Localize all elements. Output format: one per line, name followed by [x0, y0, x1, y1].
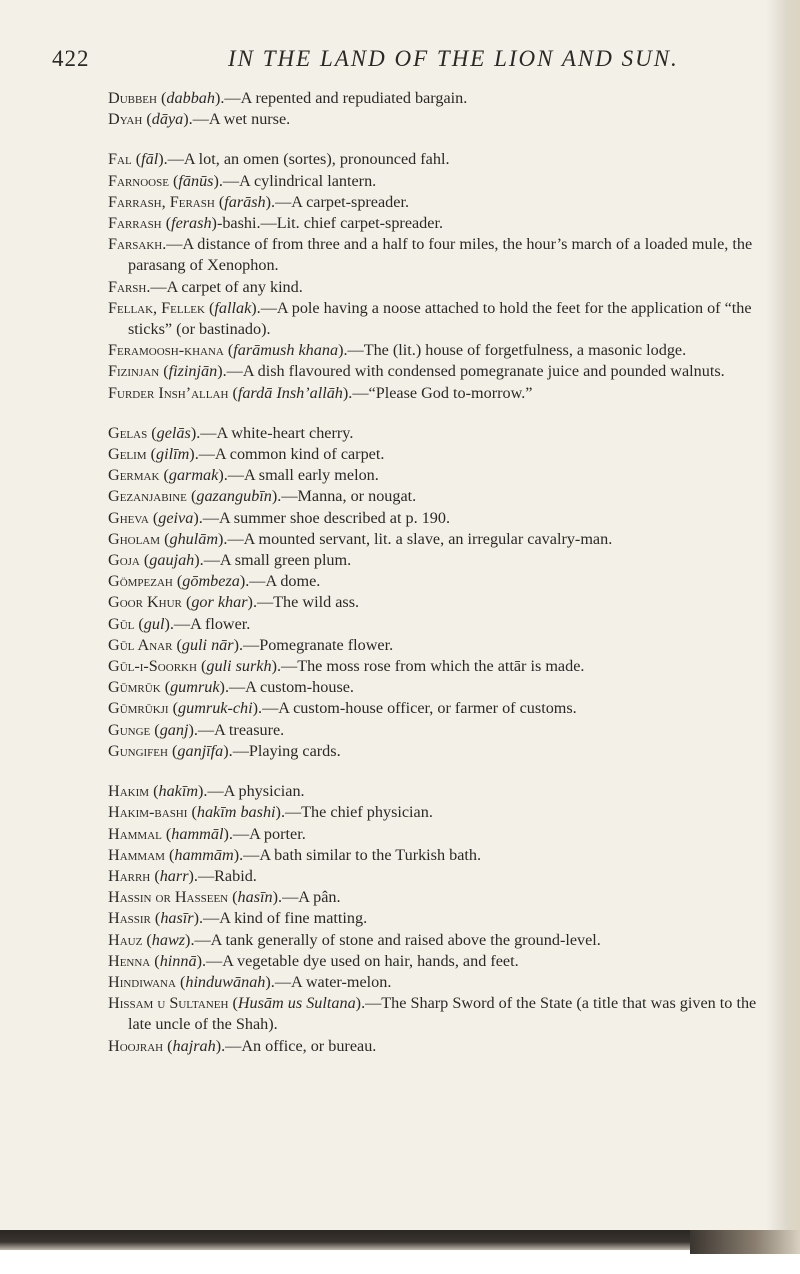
entry-headword: Gūl Anar: [108, 635, 173, 654]
glossary-entry: Fellak, Fellek (fallak).—A pole having a noose attached to hold the feet for the application of “the sticks” (or bastinado).: [108, 298, 752, 339]
glossary-entry: Hassir (hasīr).—A kind of fine matting.: [108, 909, 368, 928]
entry-transliteration: hakīm bashi: [196, 803, 276, 822]
entry-headword: Feramoosh-khana: [108, 341, 224, 360]
entry-definition: .—Playing cards.: [228, 741, 341, 760]
entry-headword: Gūl-i-Soorkh: [108, 657, 197, 676]
entry-definition: .—A wet nurse.: [188, 110, 291, 129]
entry-transliteration: gor khar: [191, 593, 248, 612]
entry-definition: .—A vegetable dye used on hair, hands, and feet.: [201, 951, 519, 970]
glossary-entry: Hoojrah (hajrah).—An office, or bureau.: [108, 1036, 377, 1055]
glossary-entry: Gungifeh (ganjīfa).—Playing cards.: [108, 741, 341, 760]
glossary-group-g: [108, 423, 768, 762]
entry-transliteration: gilīm: [156, 445, 190, 464]
entry-headword: Fal: [108, 150, 132, 169]
entry-definition: .—A water-melon.: [270, 972, 392, 991]
entry-transliteration: guli surkh: [206, 657, 272, 676]
entry-definition: .—Manna, or nougat.: [277, 487, 417, 506]
entry-transliteration: guli nār: [181, 635, 234, 654]
glossary-entry: Gūmrūkji (gumruk-chi).—A custom-house officer, or farmer of customs.: [108, 699, 577, 718]
entry-transliteration: ganj: [159, 720, 189, 739]
entry-definition: .—A flower.: [169, 614, 251, 633]
entry-headword: Gholam: [108, 529, 161, 548]
entry-definition: .—Rabid.: [193, 866, 257, 885]
entry-definition: .—A white-heart cherry.: [196, 423, 354, 442]
glossary-entry: Furder Insh’allah (fardā Insh’allāh).—“Please God to-morrow.”: [108, 383, 533, 402]
glossary-entry: Farrash (ferash)-bashi.—Lit. chief carpet-spreader.: [108, 214, 444, 233]
entry-transliteration: garmak: [168, 466, 219, 485]
entry-definition: .—A distance of from three and a half to four miles, the hour’s march of a loaded mule, the parasang of Xenophon.: [128, 235, 753, 275]
running-title: IN THE LAND OF THE LION AND SUN.: [228, 46, 679, 71]
entry-headword: Hauz: [108, 930, 143, 949]
entry-transliteration: hawz: [151, 930, 186, 949]
entry-transliteration: fāl: [141, 150, 159, 169]
entry-transliteration: hinnā: [159, 951, 197, 970]
entry-definition: .—A treasure.: [193, 720, 285, 739]
glossary-entry: Hindiwana (hinduwānah).—A water-melon.: [108, 972, 392, 991]
entry-transliteration: hammām: [174, 845, 234, 864]
entry-definition: .—A mounted servant, lit. a slave, an irregular cavalry-man.: [223, 529, 613, 548]
entry-transliteration: gumruk-chi: [178, 699, 253, 718]
entry-definition: .—The (lit.) house of forgetfulness, a masonic lodge.: [343, 341, 687, 360]
entry-definition: .—A summer shoe described at p. 190.: [198, 508, 451, 527]
running-header: [52, 46, 752, 76]
entry-headword: Hakim: [108, 782, 150, 801]
entry-transliteration: fizinjān: [168, 362, 218, 381]
entry-transliteration: hasīn: [237, 888, 273, 907]
entry-definition: .—A carpet of any kind.: [146, 277, 303, 296]
glossary-body: [108, 88, 768, 1057]
entry-headword: Furder Insh’allah: [108, 383, 229, 402]
glossary-entry: Gunge (ganj).—A treasure.: [108, 720, 285, 739]
glossary-entry: Gūl (gul).—A flower.: [108, 614, 251, 633]
glossary-group-d: [108, 88, 768, 130]
glossary-entry: Farrash, Ferash (farāsh).—A carpet-spreader.: [108, 192, 409, 211]
glossary-entry: Goor Khur (gor khar).—The wild ass.: [108, 593, 360, 612]
glossary-entry: Fizinjan (fizinjān).—A dish flavoured with condensed pomegranate juice and pounded walnuts.: [108, 362, 725, 381]
entry-definition: .—A dish flavoured with condensed pomegranate juice and pounded walnuts.: [222, 362, 725, 381]
glossary-entry: Gheva (geiva).—A summer shoe described at p. 190.: [108, 508, 451, 527]
entry-transliteration: hasīr: [160, 909, 194, 928]
entry-headword: Gunge: [108, 720, 151, 739]
glossary-entry: Hauz (hawz).—A tank generally of stone and raised above the ground-level.: [108, 930, 601, 949]
entry-transliteration: dāya: [151, 110, 184, 129]
entry-headword: Hindiwana: [108, 972, 176, 991]
scan-bottom-edge: [0, 1230, 800, 1274]
entry-transliteration: gelās: [156, 423, 191, 442]
entry-headword: Dubbeh: [108, 89, 157, 107]
entry-transliteration: ferash: [171, 214, 212, 233]
entry-transliteration: gōmbeza: [182, 572, 240, 591]
glossary-entry: Goja (gaujah).—A small green plum.: [108, 551, 352, 570]
entry-headword: Harrh: [108, 866, 151, 885]
glossary-entry: Hammal (hammāl).—A porter.: [108, 824, 306, 843]
entry-definition: .—A kind of fine matting.: [199, 909, 368, 928]
glossary-entry: Hammam (hammām).—A bath similar to the Turkish bath.: [108, 845, 482, 864]
entry-headword: Hissam u Sultaneh: [108, 994, 229, 1013]
entry-definition: .—A common kind of carpet.: [194, 445, 385, 464]
entry-headword: Fellak, Fellek: [108, 298, 205, 317]
entry-headword: Gezanjabine: [108, 487, 187, 506]
entry-headword: Farsh: [108, 277, 147, 296]
entry-headword: Goja: [108, 551, 140, 570]
entry-headword: Farrash: [108, 214, 162, 233]
entry-definition: .—The moss rose from which the attār is made.: [276, 657, 585, 676]
entry-transliteration: gazangubīn: [196, 487, 272, 506]
entry-headword: Hassin or Hasseen: [108, 888, 229, 907]
entry-definition: .—A physician.: [203, 782, 305, 801]
entry-transliteration: ghulām: [169, 529, 219, 548]
entry-definition: .—A cylindrical lantern.: [218, 171, 377, 190]
glossary-entry: Henna (hinnā).—A vegetable dye used on hair, hands, and feet.: [108, 951, 519, 970]
entry-headword: Hammal: [108, 824, 162, 843]
entry-definition: .—A bath similar to the Turkish bath.: [239, 845, 482, 864]
entry-definition: .—A tank generally of stone and raised above the ground-level.: [190, 930, 601, 949]
glossary-entry: Hassin or Hasseen (hasīn).—A pân.: [108, 888, 341, 907]
entry-headword: Gelas: [108, 423, 148, 442]
entry-definition: .—A repented and repudiated bargain.: [220, 89, 468, 107]
entry-headword: Gūl: [108, 614, 135, 633]
entry-headword: Henna: [108, 951, 151, 970]
entry-transliteration: farāsh: [224, 192, 266, 211]
glossary-group-h: [108, 781, 768, 1057]
entry-transliteration: gumruk: [170, 678, 220, 697]
entry-transliteration: Husām us Sultana: [237, 994, 356, 1013]
entry-transliteration: dabbah: [166, 89, 215, 107]
glossary-entry: Gelas (gelās).—A white-heart cherry.: [108, 423, 354, 442]
entry-definition: .—A pân.: [278, 888, 341, 907]
glossary-entry: Feramoosh-khana (farāmush khana).—The (lit.) house of forgetfulness, a masonic lodge.: [108, 341, 687, 360]
entry-headword: Gömpezah: [108, 572, 173, 591]
glossary-entry: [108, 277, 768, 298]
glossary-entry: Farnoose (fānūs).—A cylindrical lantern.: [108, 171, 377, 190]
glossary-entry: Dyah (dāya).—A wet nurse.: [108, 110, 291, 129]
entry-headword: Farsakh: [108, 235, 163, 254]
glossary-entry: Gūmrūk (gumruk).—A custom-house.: [108, 678, 354, 697]
entry-transliteration: gul: [143, 614, 165, 633]
entry-headword: Gungifeh: [108, 741, 168, 760]
entry-headword: Dyah: [108, 110, 143, 129]
entry-transliteration: fardā Insh’allāh: [237, 383, 343, 402]
glossary-entry: Gezanjabine (gazangubīn).—Manna, or nougat.: [108, 487, 417, 506]
entry-headword: Gūmrūkji: [108, 699, 169, 718]
entry-definition: .—A carpet-spreader.: [271, 192, 409, 211]
entry-definition: .—A custom-house.: [224, 678, 354, 697]
entry-definition: .—A custom-house officer, or farmer of customs.: [258, 699, 577, 718]
entry-headword: Gheva: [108, 508, 149, 527]
glossary-entry: Dubbeh (dabbah).—A repented and repudiated bargain.: [108, 89, 468, 107]
glossary-entry: Gelim (gilīm).—A common kind of carpet.: [108, 445, 385, 464]
glossary-entry: Fal (fāl).—A lot, an omen (sortes), pronounced fahl.: [108, 150, 450, 169]
entry-headword: Gelim: [108, 445, 147, 464]
entry-transliteration: ganjīfa: [177, 741, 224, 760]
entry-headword: Hoojrah: [108, 1036, 164, 1055]
glossary-group-f: [108, 149, 768, 403]
glossary-entry: Gömpezah (gōmbeza).—A dome.: [108, 572, 321, 591]
glossary-entry: Harrh (harr).—Rabid.: [108, 866, 257, 885]
glossary-entry: Hakim-bashi (hakīm bashi).—The chief physician.: [108, 803, 433, 822]
entry-headword: Gūmrūk: [108, 678, 161, 697]
entry-transliteration: fallak: [214, 298, 252, 317]
entry-definition: .—A pole having a noose attached to hold the feet for the application of “the sticks” (or bastinado).: [128, 298, 752, 339]
page-edge-shadow: [766, 0, 800, 1274]
glossary-entry: Gholam (ghulām).—A mounted servant, lit. a slave, an irregular cavalry-man.: [108, 529, 613, 548]
entry-definition: .—Pomegranate flower.: [238, 635, 394, 654]
entry-transliteration: gaujah: [149, 551, 195, 570]
glossary-entry: [108, 234, 768, 276]
glossary-entry: Gūl-i-Soorkh (guli surkh).—The moss rose from which the attār is made.: [108, 657, 585, 676]
entry-transliteration: farāmush khana: [233, 341, 339, 360]
entry-headword: Fizinjan: [108, 362, 160, 381]
entry-transliteration: hajrah: [172, 1036, 216, 1055]
page-number: 422: [52, 46, 90, 71]
entry-transliteration: fānūs: [178, 171, 214, 190]
glossary-entry: Hakim (hakīm).—A physician.: [108, 782, 305, 801]
entry-definition: .—A porter.: [228, 824, 306, 843]
entry-definition: .—The Sharp Sword of the State (a title that was given to the late uncle of the Shah).: [128, 994, 757, 1034]
entry-headword: Germak: [108, 466, 160, 485]
entry-headword: Hakim-bashi: [108, 803, 188, 822]
entry-headword: Hammam: [108, 845, 165, 864]
entry-definition: .—The chief physician.: [280, 803, 433, 822]
entry-headword: Hassir: [108, 909, 151, 928]
glossary-entry: Hissam u Sultaneh (Husām us Sultana).—The Sharp Sword of the State (a title that was given to the late uncle of the Shah).: [108, 994, 757, 1034]
entry-definition: -bashi.—Lit. chief carpet-spreader.: [216, 214, 444, 233]
entry-definition: .—The wild ass.: [252, 593, 360, 612]
glossary-entry: Gūl Anar (guli nār).—Pomegranate flower.: [108, 635, 394, 654]
entry-definition: .—A lot, an omen (sortes), pronounced fahl.: [163, 150, 450, 169]
entry-transliteration: harr: [159, 866, 189, 885]
glossary-entry: Germak (garmak).—A small early melon.: [108, 466, 379, 485]
entry-transliteration: geiva: [158, 508, 194, 527]
entry-headword: Farnoose: [108, 171, 169, 190]
entry-transliteration: hammāl: [171, 824, 224, 843]
entry-transliteration: hakīm: [158, 782, 199, 801]
entry-headword: Goor Khur: [108, 593, 182, 612]
entry-headword: Farrash, Ferash: [108, 192, 215, 211]
entry-transliteration: hinduwānah: [185, 972, 266, 991]
entry-definition: .—A dome.: [245, 572, 321, 591]
entry-definition: .—A small early melon.: [223, 466, 379, 485]
entry-definition: .—“Please God to-morrow.”: [348, 383, 533, 402]
entry-definition: .—An office, or bureau.: [221, 1036, 377, 1055]
entry-definition: .—A small green plum.: [199, 551, 352, 570]
